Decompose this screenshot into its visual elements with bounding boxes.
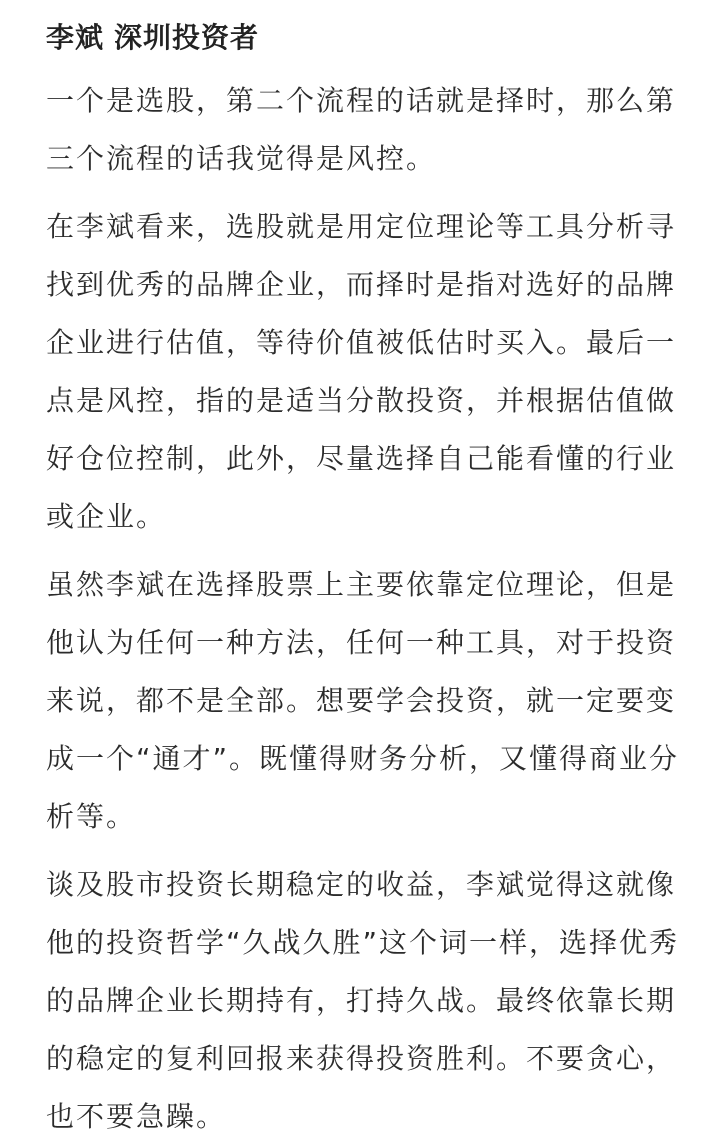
paragraph: 一个是选股，第二个流程的话就是择时，那么第三个流程的话我觉得是风控。: [46, 84, 677, 175]
speaker-name: 李斌: [46, 21, 105, 54]
paragraph: 谈及股市投资长期稳定的收益，李斌觉得这就像他的投资哲学“久战久胜”这个词一样，选择优秀的品牌企业长期持有，打持久战。最终依靠长期的稳定的复利回报来获得投资胜利。不要贪心，也不要急躁。: [46, 868, 680, 1133]
paragraph: 虽然李斌在选择股票上主要依靠定位理论，但是他认为任何一种方法，任何一种工具，对于投资来说，都不是全部。想要学会投资，就一定要变成一个“通才”。既懂得财务分析，又懂得商业分析等。: [46, 568, 680, 833]
paragraph: 在李斌看来，选股就是用定位理论等工具分析寻找到优秀的品牌企业，而择时是指对选好的品牌企业进行估值，等待价值被低估时买入。最后一点是风控，指的是适当分散投资，并根据估值做好仓位控制，此外，尽量选择自己能看懂的行业或企业。: [46, 210, 677, 533]
speaker-role: 深圳投资者: [114, 21, 260, 54]
speaker-heading: [46, 14, 690, 62]
